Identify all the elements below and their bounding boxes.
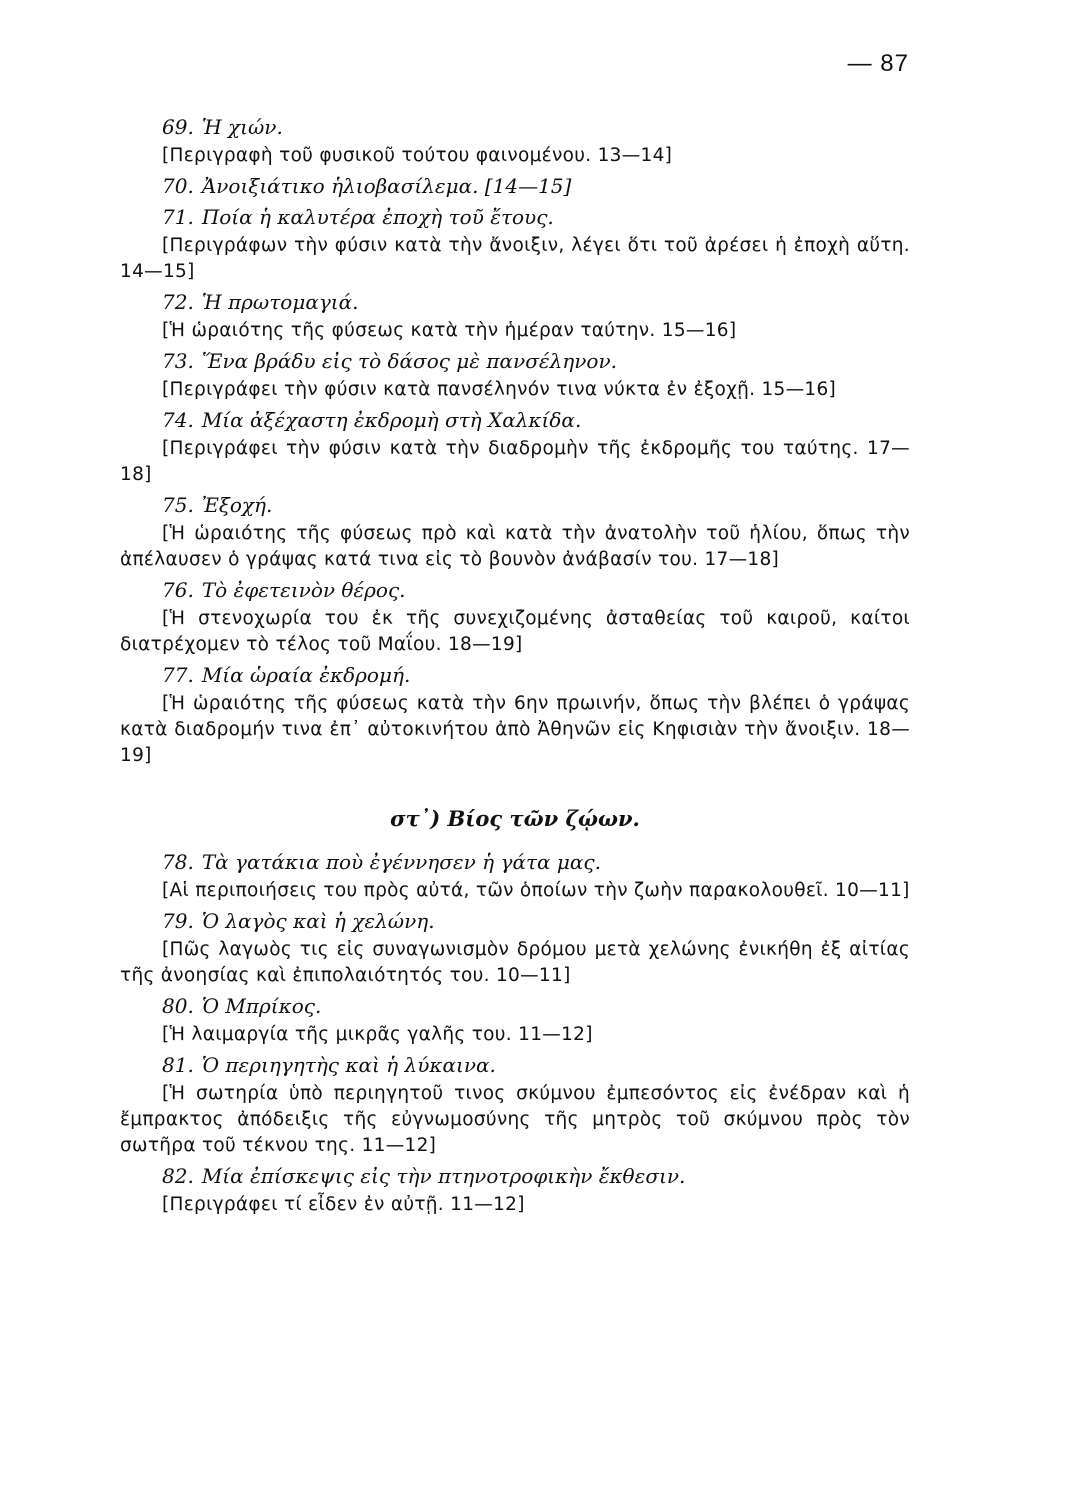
entry-number: 72.: [162, 290, 194, 314]
entry-82: [120, 1161, 910, 1218]
entry-description: [Ἡ σωτηρία ὑπὸ περιηγητοῦ τινος σκύμνου ἐμπεσόντος εἰς ἐνέδραν καὶ ἡ ἔμπρακτος ἀπόδειξις τῆς εὐγνωμοσύνης τῆς μητρὸς τοῦ σκύμνου πρὸς τὸν σωτῆρα τοῦ τέκνου της. 11—12]: [120, 1083, 910, 1156]
entry-description: [Περιγράφει τί εἶδεν ἐν αὐτῇ. 11—12]: [162, 1194, 525, 1215]
entry-78: [120, 847, 910, 904]
entry-79: [120, 906, 910, 989]
entry-75: [120, 490, 910, 573]
entry-72: [120, 287, 910, 344]
entry-number: 80.: [162, 994, 194, 1018]
entry-number: 69.: [162, 115, 194, 139]
page-content: [120, 112, 910, 1220]
entry-title: Ἡ χιών.: [201, 115, 283, 139]
entry-description: [Αἱ περιποιήσεις του πρὸς αὐτά, τῶν ὁποίων τὴν ζωὴν παρακολουθεῖ. 10—11]: [162, 880, 910, 901]
entry-title: Τὰ γατάκια ποὺ ἐγέννησεν ἡ γάτα μας.: [201, 850, 601, 874]
entry-title: Ἐξοχή.: [201, 493, 273, 517]
entry-number: 78.: [162, 850, 194, 874]
entry-number: 70.: [162, 174, 194, 198]
entry-74: [120, 405, 910, 488]
entry-description: [Πῶς λαγωὸς τις εἰς συναγωνισμὸν δρόμου μετὰ χελώνης ἐνικήθη ἐξ αἰτίας τῆς ἀνοησίας καὶ ἐπιπολαιότητός του. 10—11]: [120, 939, 910, 986]
entry-77: [120, 660, 910, 769]
entry-title: Ποία ἡ καλυτέρα ἐποχὴ τοῦ ἔτους.: [201, 205, 554, 229]
entry-title: Ὁ Μπρίκος.: [201, 994, 322, 1018]
entry-71: [120, 202, 910, 285]
entry-description: [Ἡ ὡραιότης τῆς φύσεως πρὸ καὶ κατὰ τὴν ἀνατολὴν τοῦ ἡλίου, ὅπως τὴν ἀπέλαυσεν ὁ γράψας κατά τινα εἰς τὸ βουνὸν ἀνάβασίν του. 17—18]: [120, 523, 910, 570]
entry-title: Τὸ ἐφετεινὸν θέρος.: [201, 578, 406, 602]
entry-number: 79.: [162, 909, 194, 933]
entry-title: Ἀνοιξιάτικο ἡλιοβασίλεμα. [14—15]: [201, 174, 572, 198]
entry-number: 74.: [162, 408, 194, 432]
entry-title: Ἡ πρωτομαγιά.: [201, 290, 359, 314]
entry-description: [Περιγράφει τὴν φύσιν κατὰ πανσέληνόν τινα νύκτα ἐν ἐξοχῇ. 15—16]: [162, 379, 837, 400]
entry-number: 82.: [162, 1164, 194, 1188]
entry-description: [Περιγράφων τὴν φύσιν κατὰ τὴν ἄνοιξιν, λέγει ὅτι τοῦ ἀρέσει ἡ ἐποχὴ αὕτη. 14—15]: [120, 235, 910, 282]
entry-description: [Ἡ λαιμαργία τῆς μικρᾶς γαλῆς του. 11—12]: [162, 1024, 593, 1045]
entry-description: [Ἡ ὡραιότης τῆς φύσεως κατὰ τὴν ἡμέραν ταύτην. 15—16]: [162, 320, 737, 341]
entry-number: 71.: [162, 205, 194, 229]
entry-69: [120, 112, 910, 169]
entry-76: [120, 575, 910, 658]
entry-description: [Ἡ στενοχωρία του ἐκ τῆς συνεχιζομένης ἀσταθείας τοῦ καιροῦ, καίτοι διατρέχομεν τὸ τέλος τοῦ Μαΐου. 18—19]: [120, 608, 910, 655]
entry-title: Μία ὡραία ἐκδρομή.: [201, 663, 411, 687]
entry-description: [Περιγραφὴ τοῦ φυσικοῦ τούτου φαινομένου. 13—14]: [162, 145, 673, 166]
entry-title: Ἕνα βράδυ εἰς τὸ δάσος μὲ πανσέληνον.: [201, 349, 617, 373]
entry-description: [Ἡ ὡραιότης τῆς φύσεως κατὰ τὴν 6ην πρωινήν, ὅπως τὴν βλέπει ὁ γράψας κατὰ διαδρομήν τινα ἐπ᾽ αὐτοκινήτου ἀπὸ Ἀθηνῶν εἰς Κηφισιὰν τὴν ἄνοιξιν. 18—19]: [120, 693, 910, 766]
entry-number: 75.: [162, 493, 194, 517]
section-heading: στ᾽) Βίος τῶν ζῴων.: [390, 806, 640, 831]
entry-title: Μία ἐπίσκεψις εἰς τὴν πτηνοτροφικὴν ἔκθεσιν.: [201, 1164, 686, 1188]
entry-number: 77.: [162, 663, 194, 687]
entry-title: Ὁ λαγὸς καὶ ἡ χελώνη.: [201, 909, 435, 933]
entry-title: Μία ἀξέχαστη ἐκδρομὴ στὴ Χαλκίδα.: [201, 408, 582, 432]
entry-70: [120, 171, 910, 202]
entry-number: 73.: [162, 349, 194, 373]
entry-80: [120, 991, 910, 1048]
entry-81: [120, 1050, 910, 1159]
entry-73: [120, 346, 910, 403]
entry-number: 81.: [162, 1053, 194, 1077]
entry-description: [Περιγράφει τὴν φύσιν κατὰ τὴν διαδρομὴν τῆς ἐκδρομῆς του ταύτης. 17—18]: [120, 438, 910, 485]
entry-title: Ὁ περιηγητὴς καὶ ἡ λύκαινα.: [201, 1053, 496, 1077]
entry-number: 76.: [162, 578, 194, 602]
page-number: — 87: [847, 50, 909, 77]
